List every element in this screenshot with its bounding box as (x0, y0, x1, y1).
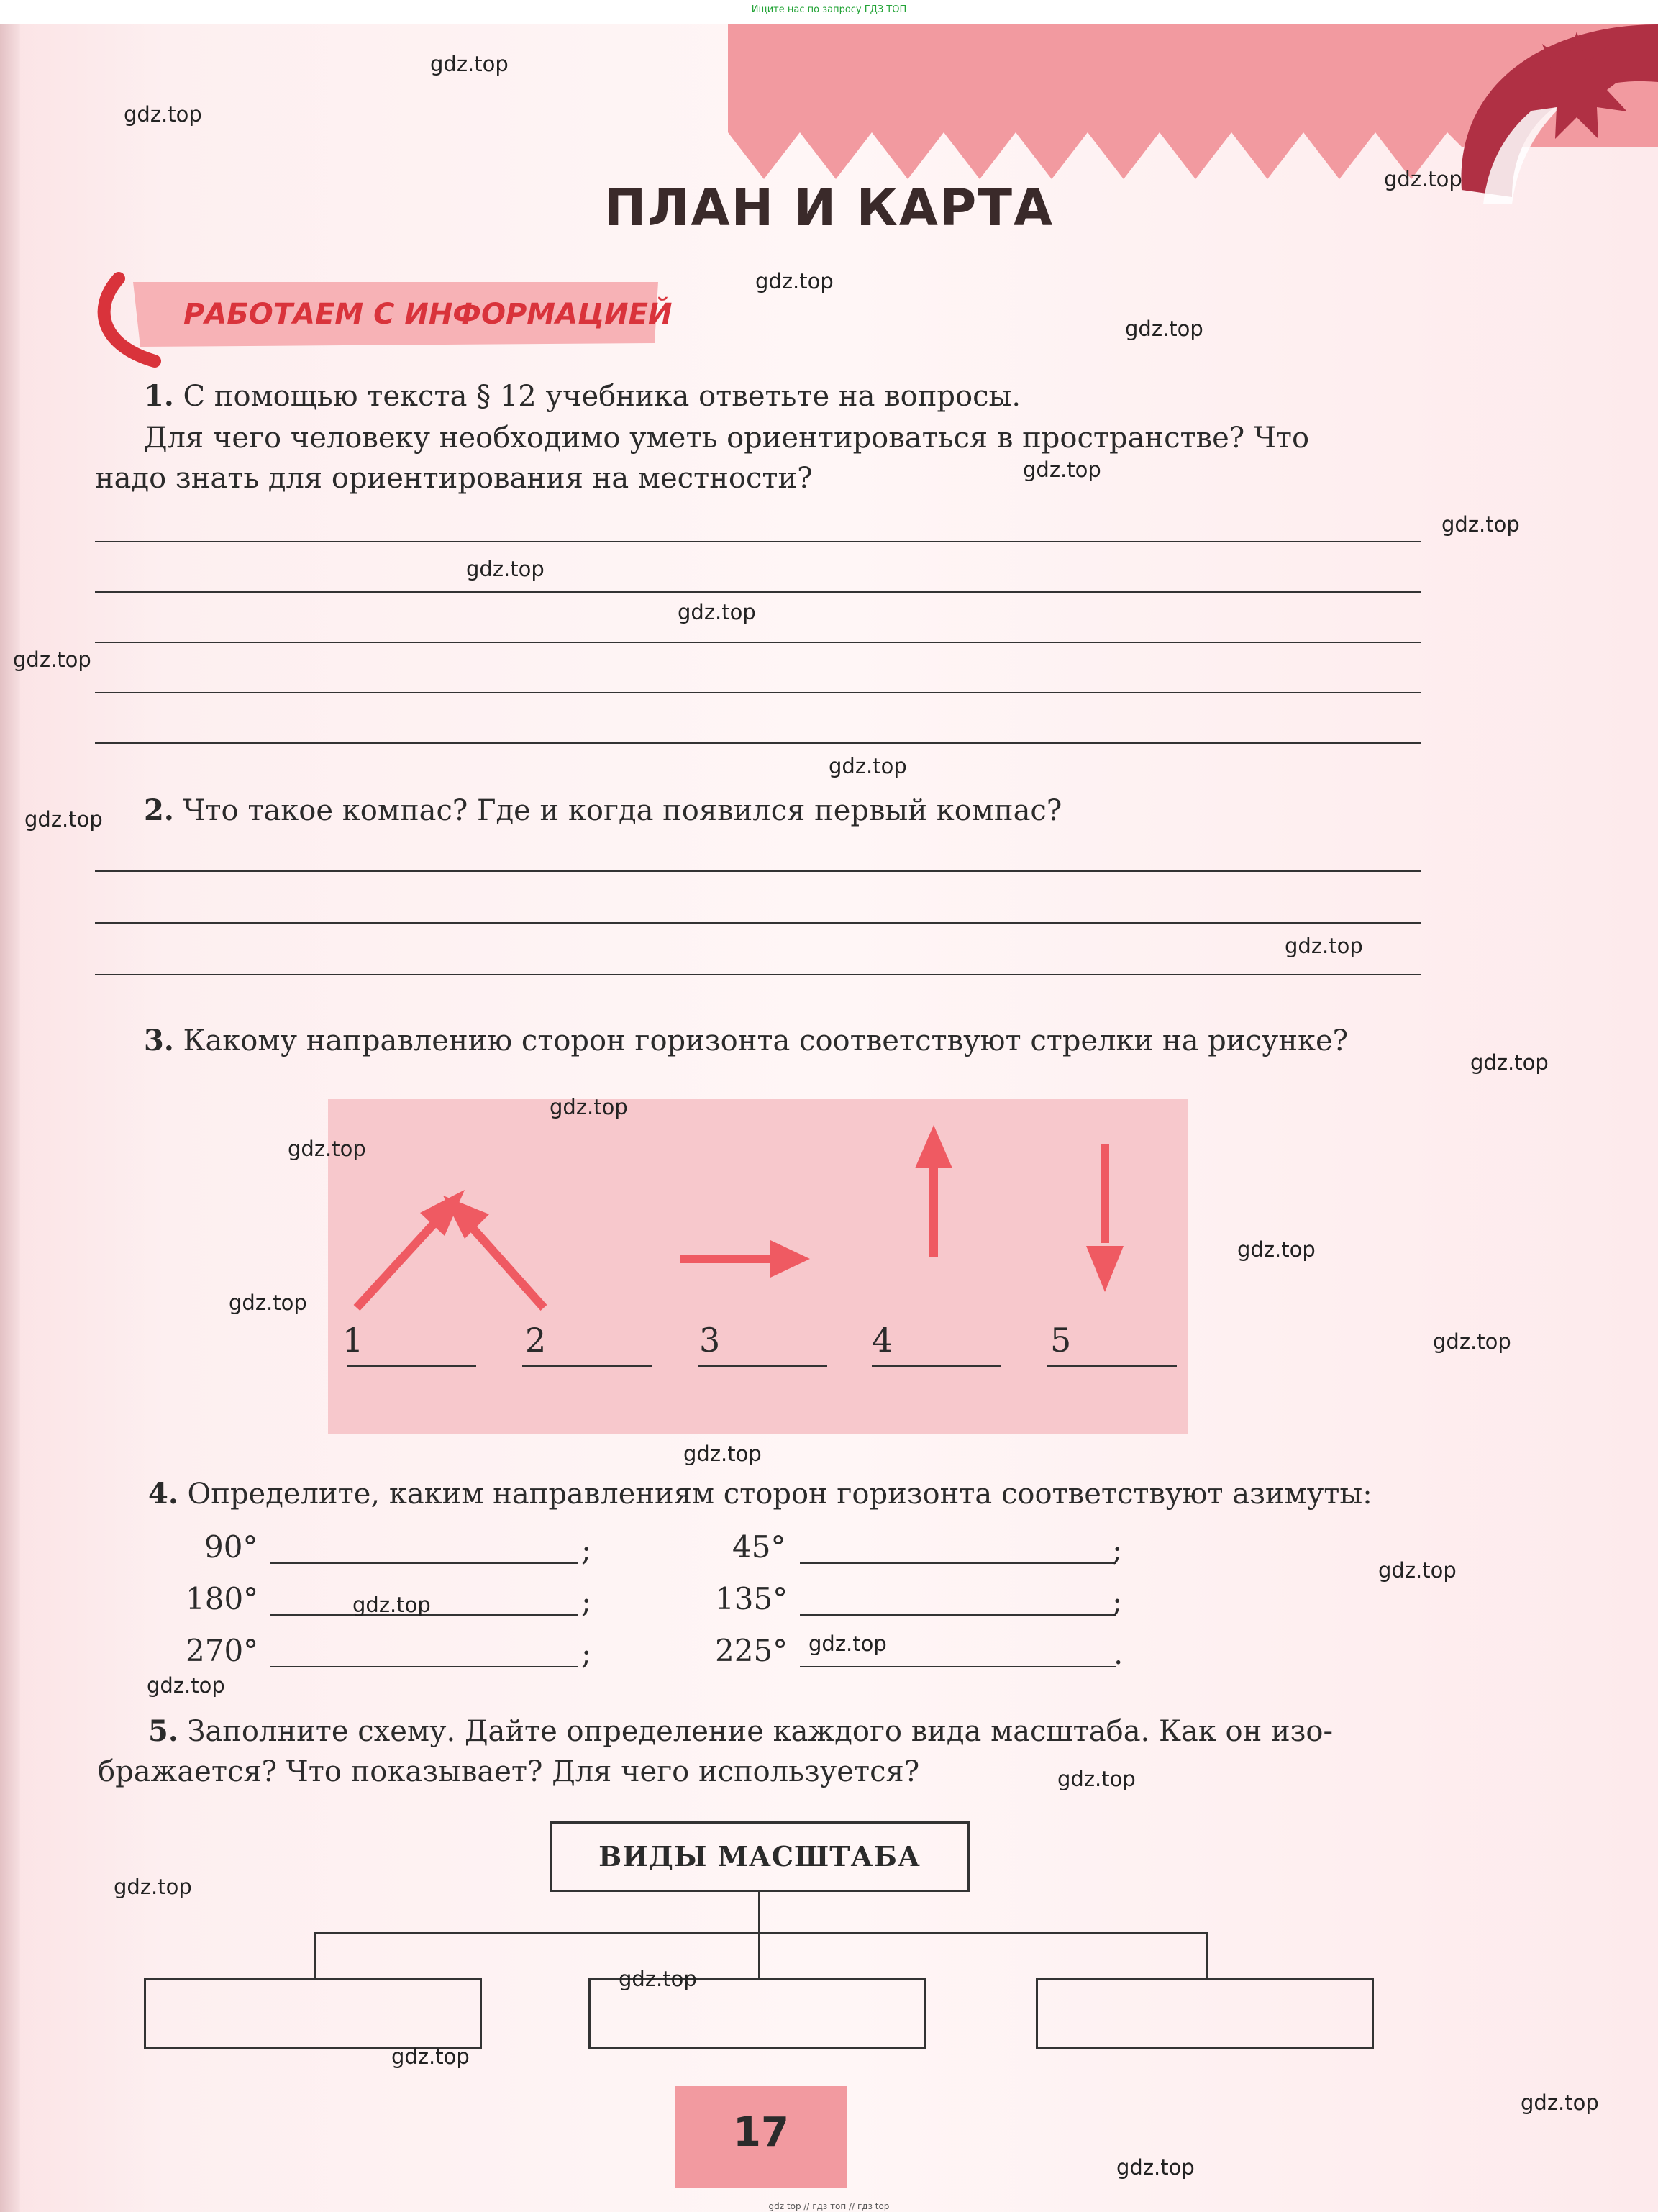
question-1-line3: надо знать для ориентирования на местности? (95, 462, 813, 495)
question-4-number: 4. (148, 1477, 178, 1511)
section-banner-text: РАБОТАЕМ С ИНФОРМАЦИЕЙ (183, 298, 673, 331)
watermark: gdz.top (466, 557, 545, 581)
arrows-drawing (328, 1099, 1188, 1434)
question-4 (148, 1473, 1479, 1515)
watermark: gdz.top (1285, 934, 1363, 958)
watermark: gdz.top (1433, 1329, 1511, 1354)
ad-banner-top[interactable]: Ищите нас по запросу ГДЗ ТОП (751, 4, 907, 15)
question-5-line2: бражается? Что показывает? Для чего используется? (98, 1755, 920, 1788)
watermark: gdz.top (678, 600, 756, 624)
watermark: gdz.top (1441, 512, 1520, 537)
answer-line[interactable] (95, 591, 1421, 593)
arrow-label-5: 5 (1050, 1321, 1072, 1360)
question-2 (144, 790, 1475, 832)
separator: ; (581, 1636, 592, 1671)
watermark: gdz.top (1470, 1050, 1549, 1075)
arrow-northwest (443, 1196, 544, 1308)
watermark: gdz.top (755, 269, 834, 293)
answer-line[interactable] (95, 742, 1421, 744)
azimuth-135: 135° (715, 1581, 788, 1616)
azimuth-answer-line[interactable] (270, 1562, 578, 1564)
azimuth-answer-line[interactable] (800, 1562, 1116, 1564)
azimuth-answer-line[interactable] (800, 1614, 1116, 1616)
arrow-label-4: 4 (872, 1321, 893, 1360)
watermark: gdz.top (1378, 1558, 1457, 1583)
watermark: gdz.top (288, 1137, 366, 1161)
azimuth-90: 90° (204, 1529, 258, 1565)
separator: ; (581, 1584, 592, 1619)
arrow-south (1086, 1144, 1124, 1292)
question-5 (148, 1711, 1479, 1752)
answer-line[interactable] (95, 642, 1421, 643)
watermark: gdz.top (1023, 458, 1101, 482)
watermark: gdz.top (352, 1593, 431, 1617)
page-title: ПЛАН И КАРТА (603, 178, 1055, 237)
watermark: gdz.top (683, 1442, 762, 1466)
page-shadow (0, 24, 20, 2212)
arrow-northeast (357, 1190, 465, 1308)
watermark: gdz.top (1116, 2155, 1195, 2180)
answer-line[interactable] (95, 541, 1421, 542)
arrow-answer-line[interactable] (522, 1365, 652, 1367)
question-2-number: 2. (144, 793, 174, 827)
answer-line[interactable] (95, 692, 1421, 693)
azimuth-225: 225° (715, 1633, 788, 1668)
watermark: gdz.top (1237, 1237, 1316, 1262)
arrow-answer-line[interactable] (347, 1365, 476, 1367)
scheme-connector (758, 1892, 760, 1932)
azimuth-answer-line[interactable] (800, 1666, 1116, 1667)
question-5-text: Заполните схему. Дайте определение каждого вида масштаба. Как он изо- (187, 1715, 1334, 1748)
watermark: gdz.top (13, 647, 91, 672)
question-3-text: Какому направлению сторон горизонта соответствуют стрелки на рисунке? (183, 1024, 1349, 1057)
arrow-east (680, 1240, 810, 1278)
arrow-answer-line[interactable] (698, 1365, 827, 1367)
watermark: gdz.top (808, 1631, 887, 1656)
watermark: gdz.top (1125, 317, 1203, 341)
separator: ; (1112, 1584, 1123, 1619)
question-1 (144, 376, 1475, 417)
azimuth-180: 180° (186, 1581, 259, 1616)
question-4-text: Определите, каким направлениям сторон горизонта соответствуют азимуты: (187, 1478, 1372, 1511)
separator: ; (581, 1532, 592, 1567)
watermark: gdz.top (229, 1291, 307, 1315)
scheme-connector (314, 1932, 316, 1980)
separator: ; (1112, 1532, 1123, 1567)
watermark: gdz.top (430, 52, 509, 76)
scheme-title-box: ВИДЫ МАСШТАБА (550, 1821, 970, 1892)
watermark: gdz.top (1521, 2090, 1599, 2115)
scheme-connector (1206, 1932, 1208, 1978)
scheme-answer-box-1[interactable] (144, 1978, 482, 2049)
answer-line[interactable] (95, 922, 1421, 924)
watermark: gdz.top (114, 1875, 192, 1899)
question-1-number: 1. (144, 379, 174, 413)
watermark: gdz.top (391, 2044, 470, 2069)
period: . (1113, 1636, 1124, 1671)
arrow-label-2: 2 (525, 1321, 547, 1360)
arrow-label-1: 1 (342, 1321, 364, 1360)
answer-line[interactable] (95, 870, 1421, 872)
arrows-figure (328, 1099, 1188, 1434)
question-1-text: С помощью текста § 12 учебника ответьте на вопросы. (183, 380, 1021, 413)
watermark: gdz.top (24, 807, 103, 832)
arrow-north (915, 1125, 952, 1257)
scheme-connector (758, 1932, 760, 1980)
watermark: gdz.top (619, 1967, 697, 1991)
question-3-number: 3. (144, 1024, 174, 1057)
arrow-label-3: 3 (699, 1321, 721, 1360)
azimuth-270: 270° (186, 1633, 259, 1668)
question-3 (144, 1020, 1475, 1062)
azimuth-answer-line[interactable] (270, 1666, 578, 1667)
watermark: gdz.top (829, 754, 907, 778)
question-5-number: 5. (148, 1714, 178, 1748)
watermark: gdz.top (147, 1673, 225, 1698)
azimuth-45: 45° (732, 1529, 786, 1565)
arrow-answer-line[interactable] (872, 1365, 1001, 1367)
arrow-answer-line[interactable] (1047, 1365, 1177, 1367)
watermark: gdz.top (1384, 167, 1462, 191)
scheme-answer-box-3[interactable] (1036, 1978, 1374, 2049)
ad-banner-bottom[interactable]: gdz top // гдз топ // гдз top (768, 2201, 890, 2211)
scheme-connector (314, 1932, 1207, 1934)
watermark: gdz.top (1057, 1767, 1136, 1791)
watermark: gdz.top (550, 1095, 628, 1119)
watermark: gdz.top (124, 102, 202, 127)
page-number: 17 (733, 2109, 789, 2156)
question-1-line2: Для чего человеку необходимо уметь ориентироваться в пространстве? Что (144, 422, 1310, 455)
question-2-text: Что такое компас? Где и когда появился первый компас? (183, 794, 1062, 827)
answer-line[interactable] (95, 974, 1421, 975)
